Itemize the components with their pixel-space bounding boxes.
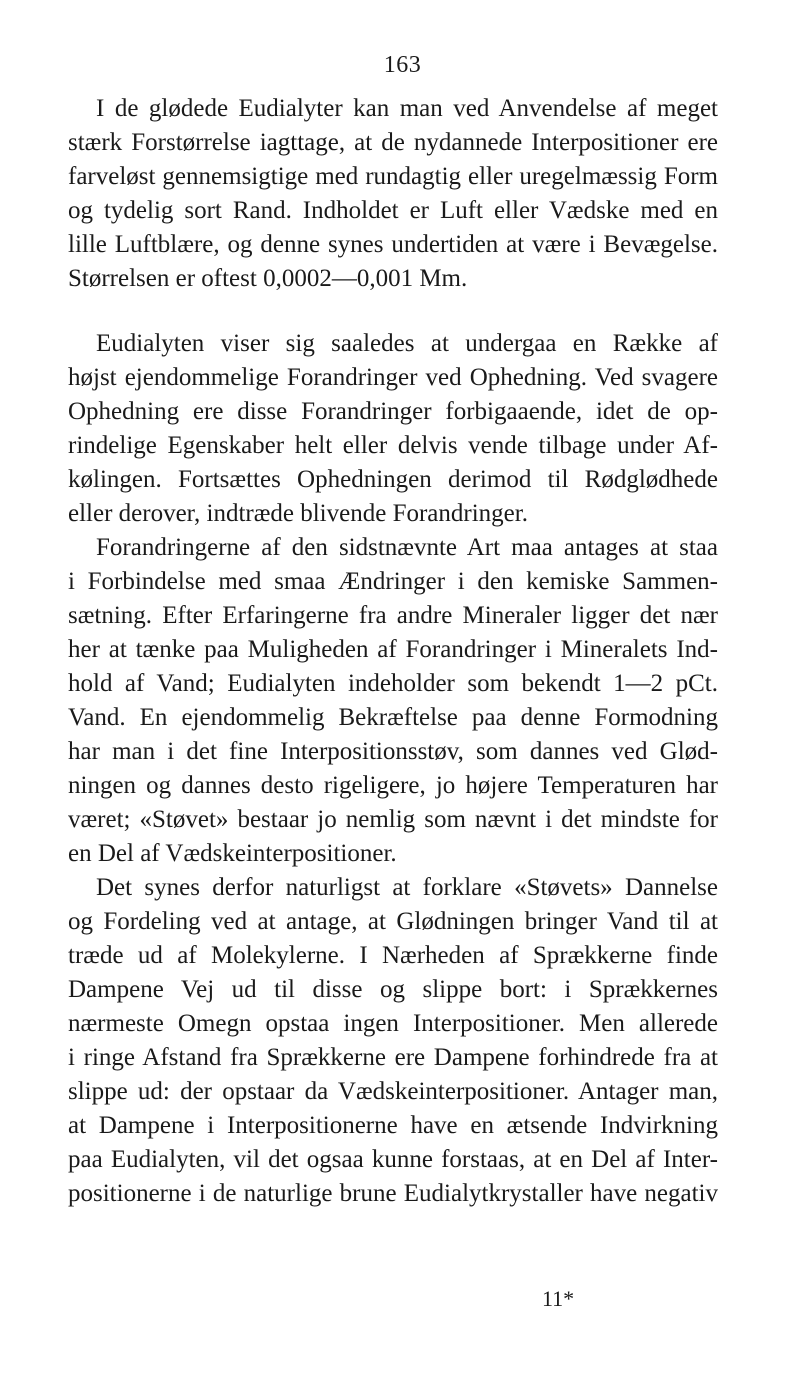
text-line: Vand. En ejendommelig Bekræftelse paa denne Formodning	[68, 704, 718, 731]
text-line: og Fordeling ved at antage, at Glødningen bringer Vand til at	[68, 908, 718, 935]
text-line: Ophedning ere disse Forandringer forbigaaende, idet de op-	[68, 398, 718, 425]
text-line: farveløst gennemsigtige med rundagtig eller uregelmæssig Form	[68, 163, 718, 190]
text-line: og tydelig sort Rand. Indholdet er Luft eller Vædske med en	[68, 197, 718, 224]
text-line: stærk Forstørrelse iagttage, at de nydannede Interpositioner ere	[68, 129, 718, 156]
text-line: været; «Støvet» bestaar jo nemlig som nævnt i det mindste for	[68, 806, 718, 833]
text-line: nærmeste Omegn opstaa ingen Interpositioner. Men allerede	[68, 1010, 718, 1037]
text-line: Forandringerne af den sidstnævnte Art maa antages at staa	[96, 534, 718, 561]
text-line: lille Luftblære, og denne synes undertiden at være i Bevægelse.	[68, 231, 718, 258]
text-line: her at tænke paa Muligheden af Forandringer i Mineralets Ind-	[68, 636, 718, 663]
paragraph-1	[68, 92, 718, 296]
text-line: ningen og dannes desto rigeligere, jo højere Temperaturen har	[68, 772, 718, 799]
text-line: I de glødede Eudialyter kan man ved Anvendelse af meget	[96, 95, 718, 122]
text-line: i Forbindelse med smaa Ændringer i den kemiske Sammen-	[68, 568, 718, 595]
text-line: Dampene Vej ud til disse og slippe bort: i Sprækkernes	[68, 976, 718, 1003]
text-line: Eudialyten viser sig saaledes at undergaa en Række af	[96, 330, 718, 357]
page-number: 163	[383, 52, 422, 78]
paragraph-2	[68, 327, 718, 531]
text-line: højst ejendommelige Forandringer ved Ophedning. Ved svagere	[68, 364, 718, 391]
text-line: i ringe Afstand fra Sprækkerne ere Dampene forhindrede fra at	[68, 1044, 718, 1071]
text-line: hold af Vand; Eudialyten indeholder som bekendt 1—2 pCt.	[68, 670, 718, 697]
text-line: kølingen. Fortsættes Ophedningen derimod til Rødglødhede	[68, 466, 718, 493]
text-line: Størrelsen er oftest 0,0002—0,001 Mm.	[68, 265, 468, 292]
signature-mark: 11*	[542, 1286, 575, 1311]
paragraph-4	[68, 871, 718, 1211]
text-line: en Del af Vædskeinterpositioner.	[68, 840, 397, 867]
text-line: rindelige Egenskaber helt eller delvis vende tilbage under Af-	[68, 432, 718, 459]
text-line: Det synes derfor naturligst at forklare «Støvets» Dannelse	[96, 874, 718, 901]
text-line: positionerne i de naturlige brune Eudialytkrystaller have negativ	[68, 1180, 718, 1207]
text-line: at Dampene i Interpositionerne have en ætsende Indvirkning	[68, 1112, 718, 1139]
text-line: sætning. Efter Erfaringerne fra andre Mineraler ligger det nær	[68, 602, 718, 629]
body-text	[68, 92, 718, 1211]
paragraph-gap	[68, 296, 718, 327]
text-line: har man i det fine Interpositionsstøv, som dannes ved Glød-	[68, 738, 718, 765]
text-line: træde ud af Molekylerne. I Nærheden af Sprækkerne finde	[68, 942, 718, 969]
text-line: eller derover, indtræde blivende Forandringer.	[68, 500, 528, 527]
text-line: paa Eudialyten, vil det ogsaa kunne forstaas, at en Del af Inter-	[68, 1146, 718, 1173]
paragraph-3	[68, 531, 718, 871]
text-line: slippe ud: der opstaar da Vædskeinterpositioner. Antager man,	[68, 1078, 718, 1105]
